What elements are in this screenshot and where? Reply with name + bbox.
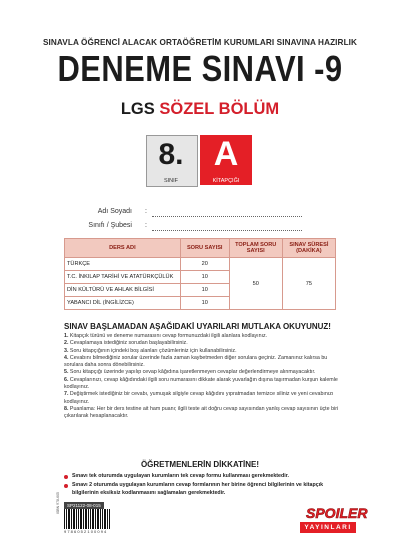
warnings-title: SINAV BAŞLAMADAN AŞAĞIDAKİ UYARILARI MUTLAKA OKUYUNUZ! xyxy=(64,322,331,331)
list-item: 6. Cevaplarınızı, cevap kâğıdındaki ilgili soru numarasını dikkate alarak yuvarlağın dışına taşırmadan kurşun kalemle kodlayınız. xyxy=(64,376,338,391)
isbn-text: ISBN 978-605 xyxy=(56,492,60,514)
grade-number: 8. xyxy=(158,138,184,171)
exam-info-table xyxy=(64,238,336,310)
header-duration: SINAV SÜRESİ (DAKİKA) xyxy=(282,239,335,258)
class-separator: : xyxy=(145,222,147,229)
teachers-list xyxy=(64,473,340,499)
warnings-list xyxy=(64,333,340,421)
exam-title: DENEME SINAVI -9 xyxy=(57,48,343,89)
header-total: TOPLAM SORU SAYISI xyxy=(229,239,282,258)
header-question-count: SORU SAYISI xyxy=(180,239,229,258)
course-count: 10 xyxy=(180,271,229,284)
course-name: YABANCI DİL (İNGİLİZCE) xyxy=(65,297,181,310)
list-item: 1. Kitapçık türünü ve deneme numarasını cevap formunuzdaki ilgili alanlara kodlayınız. xyxy=(64,333,268,339)
list-item: 2. Cevaplamaya istediğiniz sorudan başlayabilirsiniz. xyxy=(64,340,188,347)
name-separator: : xyxy=(145,208,147,215)
list-item: 5. Soru kitapçığı üzerinde yapılıp cevap kâğıdına işaretlenmeyen cevaplar değerlendirmeye alınmayacaktır. xyxy=(64,369,316,376)
course-name: T.C. İNKILAP TARİHİ VE ATATÜRKÇÜLÜK xyxy=(65,271,181,284)
course-count: 20 xyxy=(180,258,229,271)
publisher-logo-sub: YAYINLARI xyxy=(300,522,356,533)
course-count: 10 xyxy=(180,297,229,310)
name-field[interactable] xyxy=(152,208,302,217)
name-label: Adı Soyadı xyxy=(97,208,132,215)
exam-series-heading: SINAVLA ÖĞRENCİ ALACAK ORTAÖĞRETİM KURUMLARI SINAVINA HAZIRLIK xyxy=(42,38,358,47)
publisher-logo-word: SPOILER xyxy=(306,505,368,521)
class-field[interactable] xyxy=(152,222,302,231)
barcode-digits: 9 7 8 6 0 5 2 1 0 0 0 9 4 xyxy=(64,529,107,534)
list-item: Sınavı tek oturumda uygulayan kurumların tek cevap formu kullanması gerekmektedir. xyxy=(64,473,340,480)
table-header-row xyxy=(65,239,336,258)
grade-label: SINIF xyxy=(163,178,179,184)
list-item: 3. Soru kitapçığının içindeki boş alanları çözümleriniz için kullanabilirsiniz. xyxy=(64,347,237,354)
course-count: 10 xyxy=(180,284,229,297)
header-course: DERS ADI xyxy=(65,239,181,258)
table-row xyxy=(65,258,336,271)
subtitle-section: SÖZEL BÖLÜM xyxy=(159,100,280,118)
bullet-icon xyxy=(64,475,68,479)
booklet-label: KİTAPÇIĞI xyxy=(212,178,240,184)
booklet-letter: A xyxy=(213,135,239,173)
exam-subtitle xyxy=(0,100,400,119)
exam-duration: 75 xyxy=(282,258,335,310)
barcode-icon xyxy=(64,509,110,529)
list-item: Sınavı 2 oturumda uygulayan kurumların cevap formlarının her birine öğrenci bilgilerinin ve kitapçık bilgilerinin eksiksiz kodlanmasını sağlamaları gerekmektedir. xyxy=(64,482,340,497)
subtitle-lgs: LGS xyxy=(120,100,155,118)
total-count: 50 xyxy=(229,258,282,310)
teachers-title: ÖĞRETMENLERİN DİKKATİNE! xyxy=(140,460,260,469)
bullet-icon xyxy=(64,484,68,488)
list-item: 4. Cevabını bilmediğiniz sorular üzerinde fazla zaman kaybetmeden diğer sorulara geçiniz. Zamanınız kalırsa bu sorulara daha sonra dönebilirsiniz. xyxy=(64,354,328,369)
course-name: DİN KÜLTÜRÜ VE AHLAK BİLGİSİ xyxy=(65,284,181,297)
class-label: Sınıfı / Şubesi xyxy=(88,222,132,229)
course-name: TÜRKÇE xyxy=(65,258,181,271)
list-item: 7. Değiştirmek istediğiniz bir cevabı, yumuşak silgiyle cevap kâğıdını yıpratmadan temizce siliniz ve yeni cevabınızı kodlayınız. xyxy=(64,391,334,405)
product-code: SP21122-08-015 xyxy=(64,502,104,509)
list-item: 8. Puanlama: Her bir ders testine ait ham puanı; ilgili teste ait doğru cevap sayısından yanlış cevap sayısının üçte biri çıkarılarak hesaplanacaktır. xyxy=(64,405,339,420)
